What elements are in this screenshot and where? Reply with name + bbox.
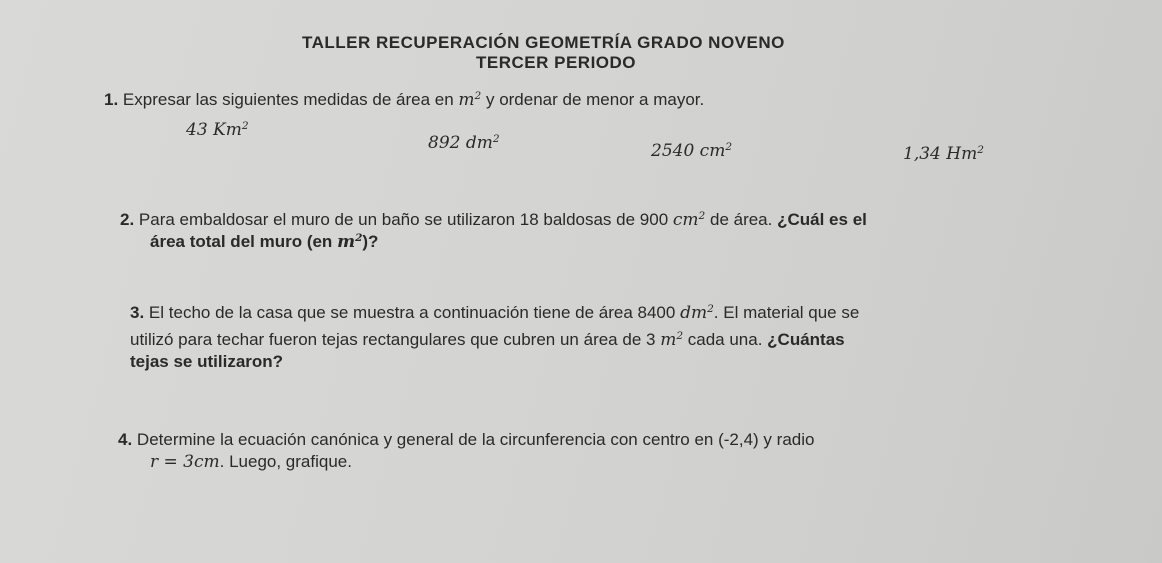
question-3-line-1: 3. El techo de la casa que se muestra a continuación tiene de área 8400 $dm^2$. El material que se bbox=[130, 303, 860, 323]
measure-value-4: 1,34 Hm$^2$ bbox=[903, 144, 984, 164]
question-2-line-1: 2. Para embaldosar el muro de un baño se utilizaron 18 baldosas de 900 $cm^2$ de área. ¿Cuál es el bbox=[120, 210, 867, 230]
question-2-unit: $cm^2$ bbox=[672, 210, 706, 230]
measure-value-1: 43 Km$^2$ bbox=[186, 120, 249, 140]
question-2-text: Para embaldosar el muro de un baño se utilizaron 18 baldosas de 900 bbox=[138, 210, 669, 229]
question-3-line-3: tejas se utilizaron? bbox=[130, 352, 284, 371]
question-1-text-after: y ordenar de menor a mayor. bbox=[485, 90, 705, 109]
question-2-bold: ¿Cuál es el bbox=[777, 210, 867, 229]
question-4-line-2: r = 3cm. Luego, grafique. bbox=[150, 452, 352, 472]
question-2-number: 2. bbox=[120, 210, 135, 229]
measure-value-2: 892 $dm^2$ bbox=[428, 133, 500, 153]
question-1-unit: $m^2$ bbox=[458, 90, 482, 110]
question-4-line-1: 4. Determine la ecuación canónica y general de la circunferencia con centro en (-2,4) y radio bbox=[118, 430, 815, 449]
radius-expression: r = 3cm bbox=[150, 452, 220, 472]
question-3-number: 3. bbox=[130, 303, 145, 322]
question-3-line-2: utilizó para techar fueron tejas rectangulares que cubren un área de 3 $m^2$ cada una. ¿Cuántas bbox=[130, 330, 845, 350]
question-1-number: 1. bbox=[104, 90, 119, 109]
page-subtitle: TERCER PERIODO bbox=[476, 53, 637, 72]
page-title: TALLER RECUPERACIÓN GEOMETRÍA GRADO NOVENO bbox=[302, 33, 785, 52]
question-4-number: 4. bbox=[118, 430, 133, 449]
question-1-text: Expresar las siguientes medidas de área en bbox=[122, 90, 454, 109]
question-2-line-2: área total del muro (en $m^2$)? bbox=[150, 232, 379, 252]
measure-value-3: 2540 $cm^2$ bbox=[651, 141, 733, 161]
question-1 bbox=[104, 90, 704, 110]
